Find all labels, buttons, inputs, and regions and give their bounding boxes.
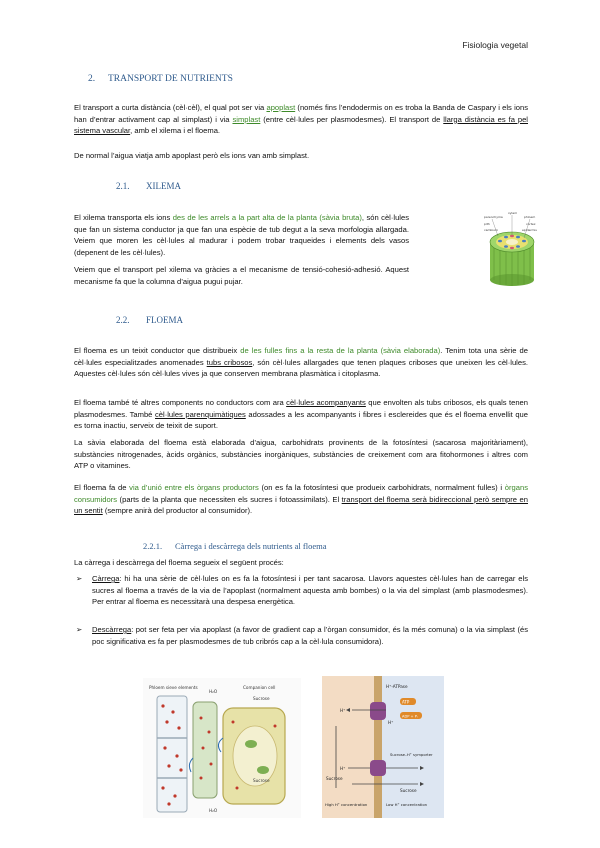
label-adp: ADP + Pᵢ (402, 714, 418, 719)
label-companion-cell: Companion cell (243, 685, 276, 690)
section-21-title: XILEMA (146, 181, 181, 191)
section-2-title: TRANSPORT DE NUTRIENTS (108, 74, 233, 84)
label-symporter: Sucrose–H⁺ symporter (390, 752, 433, 757)
stem-label-parenchyma: parenchyma (484, 215, 503, 219)
bullet-carrega (74, 573, 528, 608)
floema-p2-text-b: que envolten als tubs cribosos, els quals tenen plasmodesmes. També (74, 398, 528, 419)
carrega-intro: La càrrega i descàrrega del floema segueix el següent procés: (74, 558, 284, 567)
sieve-tube-cell (157, 696, 187, 812)
long-distance-term: llarga distància es fa pel sistema vascular (74, 114, 528, 136)
section-22-title: FLOEMA (146, 315, 184, 325)
floema-paragraph-3: La sàvia elaborada del floema està elaborada d’aigua, carbohidrats provinents de la fotosíntesi (sacarosa majoritàriament), substàncies nitrogenades, àcids orgànics, substàncies inorgàniques, substàncies de creixement com ara fitohormones i altres com ATP o vitamines. (74, 438, 528, 471)
apoplast-region (322, 676, 378, 818)
running-header: Fisiologia vegetal (462, 40, 528, 50)
bidirectional-term: transport del floema serà bidireccional però sempre en un sentit (74, 494, 528, 516)
carrega-label: Càrrega (92, 574, 120, 583)
consumer-organs-term: òrgans consumidors (74, 483, 529, 504)
phloem-loading-diagram (143, 678, 301, 818)
floema-p4-text-d: (sempre anirà del productor al consumidor). (102, 506, 253, 516)
floema-p2-text-c: adossades a les acompanyants i fibres i esclereides que és el floema envellit que es torna inactiu, serveix de teixit de suport. (74, 409, 529, 431)
bullet-arrow-icon: ➢ (76, 574, 83, 583)
section-21-heading (116, 181, 181, 191)
stem-label-cortex: cortex (526, 222, 536, 226)
apoplast-term: apoplast (266, 103, 296, 112)
label-sucrose-symplast: Sucrose (400, 788, 417, 793)
descarrega-text: : pot ser feta per via apoplast (a favor de gradient cap a l’òrgan consumidor, és la més comuna) o la via simplast (és poc significativa es fa per plasmodesmes de tub cribrós cap a la cèl·lula consumidora). (92, 625, 528, 646)
label-atp: ATP (402, 699, 410, 705)
intro-paragraph-1 (74, 102, 528, 137)
label-h-outside: H⁺ (340, 708, 346, 713)
section-22-heading (116, 315, 183, 325)
label-sucrose-apoplast: Sucrose (326, 776, 343, 781)
section-21-number: 2.1. (116, 181, 130, 191)
section-221-heading (143, 541, 327, 551)
floema-p2-text-a: El floema també té altres components no conductors com ara (74, 398, 287, 407)
label-high-concentration: High H⁺ concentration (325, 802, 368, 807)
xilema-sap-term: des de les arrels a la part alta de la planta (sàvia bruta) (172, 213, 362, 222)
floema-text-a: El floema es un teixit conductor que distribueix (74, 346, 241, 355)
intro-paragraph-2: De normal l’aigua viatja amb apoplast però els ions van amb simplast. (74, 151, 310, 160)
xilema-paragraph-2: Veiem que el transport pel xilema va gràcies a el mecanisme de tensió-cohesió-adhesió. Aquest mecanisme fa que la columna d’aigua pugui pujar. (74, 265, 409, 286)
descarrega-label: Descàrrega (92, 625, 132, 634)
floema-text-c: , són cèl·lules allargades que tenen plaques criboses que uneixen les cèl·lules. Aquestes cèl·lules són cèl·lules vives ja que conserven membrana plasmàtica i citoplasma. (74, 357, 528, 379)
label-atpase: H⁺-ATPase (386, 684, 408, 689)
section-2-number: 2. (88, 74, 96, 84)
symplast-region (378, 676, 444, 818)
intro-text-a: El transport a curta distància (cèl·cèl), el qual pot ser via (74, 103, 267, 112)
bullet-descarrega (74, 624, 528, 647)
stem-label-xylem: xylem (508, 211, 518, 215)
floema-p4-text-c: (parts de la planta que necessiten els sucres i fotoassimilats). El (117, 494, 342, 504)
floema-p4-text-b: (on es fa la fotosíntesi que produeix carbohidrats, normalment fulles) i (258, 483, 505, 492)
section-221-number: 2.2.1. (143, 541, 163, 551)
stem-label-phloem: phloem (524, 215, 536, 219)
section-221-title: Càrrega i descàrrega dels nutrients al floema (175, 541, 327, 551)
carrega-text: : hi ha una sèrie de cèl·lules on es fa la fotosíntesi i per tant sacarosa. Llavors aquestes cèl·lules han de carregar els sucres al floema a través de la via de l’apoplast (normalment aquesta amb bombes) o la via del simplast (amb plasmodesmes). Per entrar al floema es necessitarà una despesa energètica. (92, 574, 528, 607)
label-h2o-bottom: H₂O (209, 808, 218, 813)
proton-pump-diagram (322, 676, 444, 818)
label-sucrose-bottom: Sucrose (253, 778, 270, 783)
xilema-paragraph-1 (74, 212, 409, 258)
stem-label-pith: pith (484, 222, 490, 226)
symporter-icon (370, 760, 386, 776)
stem-label-cambium: cambium (484, 228, 498, 232)
parenchyma-cells-term: cèl·lules parenquimàtiques (155, 409, 246, 419)
section-2-heading (88, 74, 233, 84)
label-h-symport: H⁺ (340, 766, 346, 771)
floema-paragraph-1 (74, 345, 528, 380)
companion-cells-term: cèl·lules acompanyants (286, 398, 366, 407)
bullet-arrow-icon: ➢ (76, 625, 83, 634)
label-sucrose-top: Sucrose (253, 696, 270, 701)
plasma-membrane (374, 676, 382, 818)
floema-paragraph-2 (74, 397, 528, 432)
floema-sap-term: de les fulles fins a la resta de la planta (sàvia elaborada) (240, 346, 441, 355)
intro-text-d: , amb el xilema i el floema. (130, 126, 221, 136)
intro-text-c: (entre cèl·lules per plasmodesmes). El transport de (260, 114, 444, 124)
stem-label-epidermis: epidermis (522, 228, 537, 232)
simplast-term: simplast (232, 114, 261, 124)
companion-cell-wall (193, 702, 217, 798)
floema-text-b: . Tenim tota una sèrie de cèl·lules especialitzades anomenades (74, 346, 528, 367)
xilema-text-b: , són cèl·lules que fan un sistema conductor ja que fan una espècie de tub degut a la seva morfologia allargada. Veiem que moren les cèl·lules al madurar i podem trobar traqueides i elements dels vasos (depenent de les cèl·lules). (74, 213, 409, 257)
atpase-icon (370, 702, 386, 720)
floema-p4-text-a: El floema fa de (74, 483, 130, 492)
label-sieve-elements: Phloem sieve elements (149, 685, 198, 690)
xilema-text-a: El xilema transporta els ions (74, 213, 173, 222)
label-h-inside: H⁺ (388, 720, 394, 725)
label-low-concentration: Low H⁺ concentration (386, 802, 428, 807)
producer-organs-term: via d’unió entre els òrgans productors (129, 483, 259, 492)
intro-text-b: (només fins l’endodermis on es troba la Banda de Caspary i els ions han d’entrar activament cap al simplast) i via (74, 103, 528, 124)
section-22-number: 2.2. (116, 315, 130, 325)
floema-paragraph-4 (74, 482, 528, 517)
label-h2o-top: H₂O (209, 689, 218, 694)
stem-pith (506, 239, 518, 245)
stem-cross-section-figure (484, 208, 542, 288)
sieve-tubes-term: tubs cribosos (206, 357, 253, 367)
